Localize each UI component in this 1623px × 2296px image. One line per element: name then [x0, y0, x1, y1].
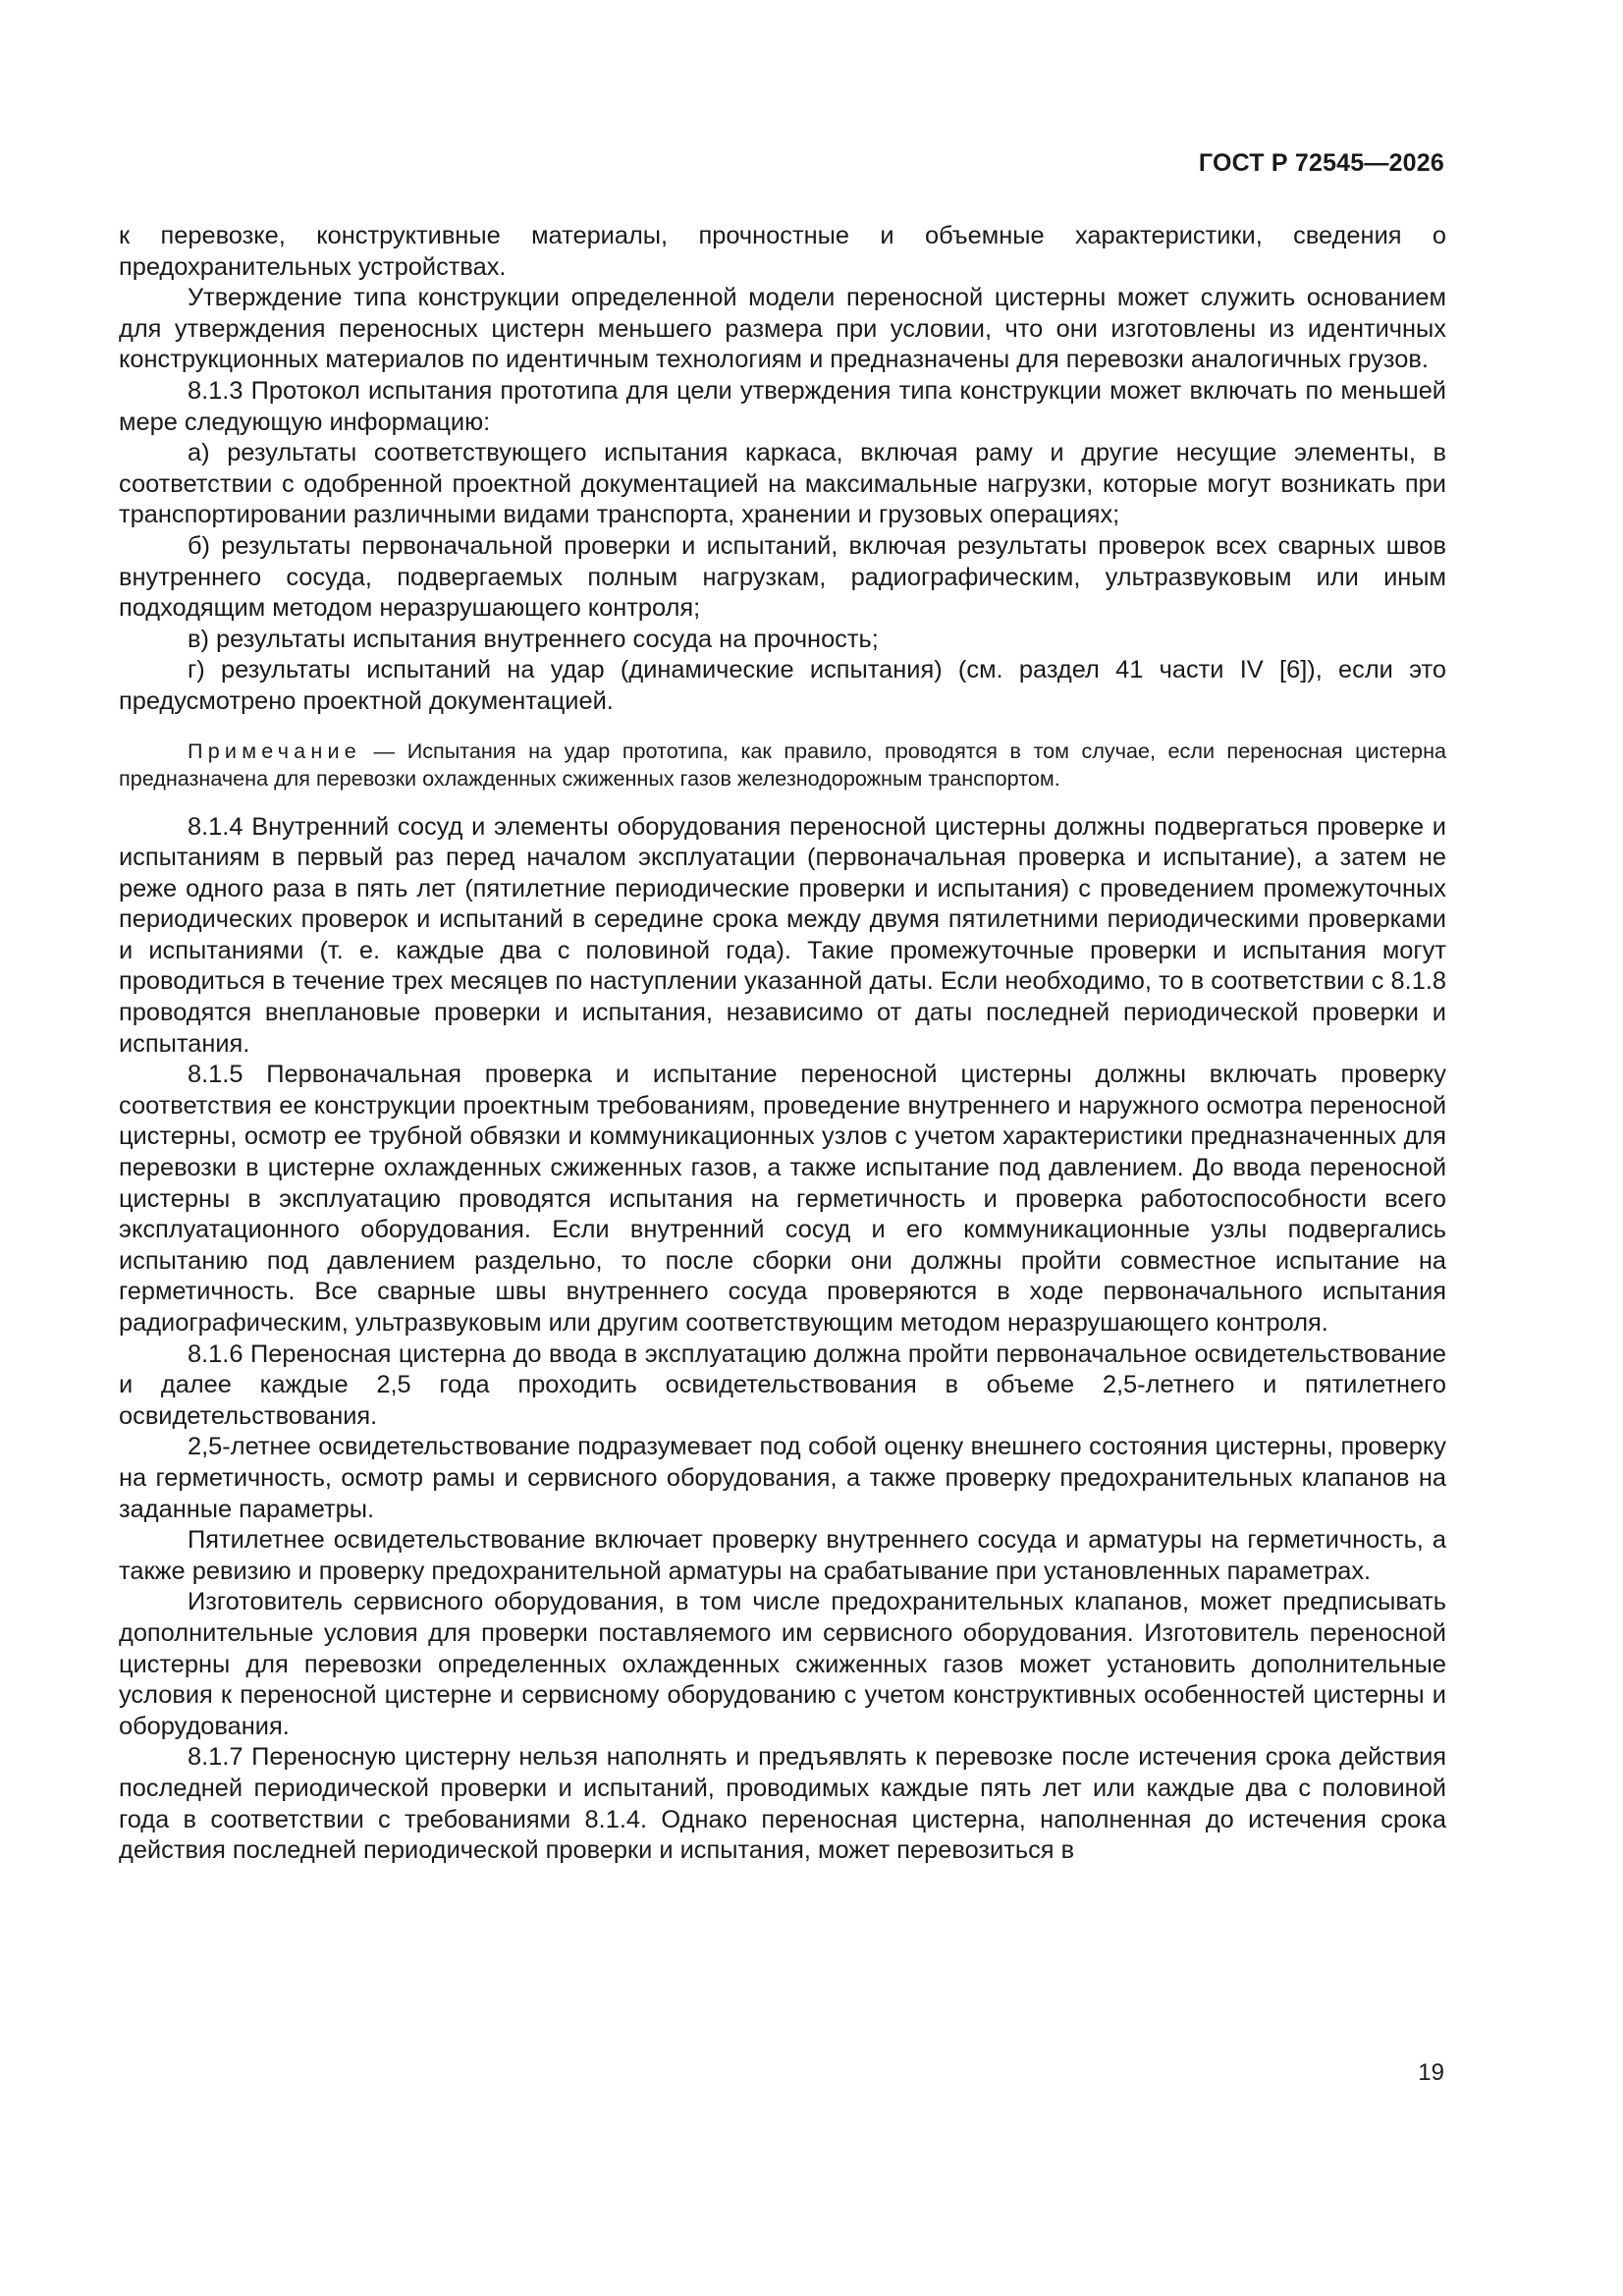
- clause-8-1-4: 8.1.4 Внутренний сосуд и элементы оборудования переносной цистерны должны подвергаться проверке и испытаниям в первый раз перед началом эксплуатации (первоначальная проверка и испытание), а затем не реже одного раза в пять лет (пятилетние периодические проверки и испытания) с проведением промежуточных периодических проверок и испытаний в середине срока между двумя пятилетними периодическими проверками и испытаниями (т. е. каждые два с половиной года). Такие промежуточные проверки и испытания могут проводиться в течение трех месяцев по наступлении указанной даты. Если необходимо, то в соответствии с 8.1.8 проводятся внеплановые проверки и испытания, независимо от даты последней периодической проверки и испытания.: [119, 812, 1446, 1058]
- paragraph-continuation: к перевозке, конструктивные материалы, прочностные и объемные характеристики, сведения о предохранительных устройствах.: [119, 222, 1446, 281]
- note-text: Испытания на удар прототипа, как правило, проводятся в том случае, если переносная цистерна предназначена для перевозки охлажденных сжиженных газов железнодорожным транспортом.: [119, 738, 1446, 791]
- list-item-v: в) результаты испытания внутреннего сосуда на прочность;: [188, 625, 879, 653]
- list-item-a: а) результаты соответствующего испытания каркаса, включая раму и другие несущие элементы, в соответствии с одобренной проектной документацией на максимальные нагрузки, которые могут возникать при транспортировании различными видами транспорта, хранении и грузовых операциях;: [119, 439, 1446, 529]
- clause-8-1-5: 8.1.5 Первоначальная проверка и испытание переносной цистерны должны включать проверку соответствия ее конструкции проектным требованиям, проведение внутреннего и наружного осмотра переносной цистерны, осмотр ее трубной обвязки и коммуникационных узлов с учетом характеристики предназначенных для перевозки в цистерне охлажденных сжиженных газов, а также испытание под давлением. До ввода переносной цистерны в эксплуатацию проводятся испытания на герметичность и проверка работоспособности всего эксплуатационного оборудования. Если внутренний сосуд и его коммуникационные узлы подвергались испытанию под давлением раздельно, то после сборки они должны пройти совместное испытание на герметичность. Все сварные швы внутреннего сосуда проверяются в ходе первоначального испытания радиографическим, ультразвуковым или другим соответствующим методом неразрушающего контроля.: [119, 1061, 1446, 1337]
- note-dash: —: [361, 738, 407, 763]
- standard-number-header: ГОСТ Р 72545—2026: [1198, 149, 1444, 177]
- paragraph-type-approval: Утверждение типа конструкции определенной модели переносной цистерны может служить основанием для утверждения переносных цистерн меньшего размера при условии, что они изготовлены из идентичных конструкционных материалов по идентичным технологиям и предназначены для перевозки аналогичных грузов.: [119, 284, 1446, 374]
- paragraph-5-year-inspection: Пятилетнее освидетельствование включает проверку внутреннего сосуда и арматуры на герметичность, а также ревизию и проверку предохранительной арматуры на срабатывание при установленных параметрах.: [119, 1526, 1446, 1585]
- clause-8-1-6: 8.1.6 Переносная цистерна до ввода в эксплуатацию должна пройти первоначальное освидетельствование и далее каждые 2,5 года проходить освидетельствования в объеме 2,5-летнего и пятилетнего освидетельствования.: [119, 1339, 1446, 1430]
- clause-8-1-7: 8.1.7 Переносную цистерну нельзя наполнять и предъявлять к перевозке после истечения срока действия последней периодической проверки и испытаний, проводимых каждые пять лет или каждые два с половиной года в соответствии с требованиями 8.1.4. Однако переносная цистерна, наполненная до истечения срока действия последней периодической проверки и испытания, может перевозиться в: [119, 1743, 1446, 1865]
- page-number: 19: [1418, 2059, 1444, 2086]
- note-label: Примечание: [188, 738, 361, 763]
- list-item-g: г) результаты испытаний на удар (динамические испытания) (см. раздел 41 части IV [6]), если это предусмотрено проектной документацией.: [119, 656, 1446, 715]
- paragraph-equipment-manufacturer: Изготовитель сервисного оборудования, в том числе предохранительных клапанов, может предписывать дополнительные условия для проверки поставляемого им сервисного оборудования. Изготовитель переносной цистерны для перевозки определенных охлажденных сжиженных газов может установить дополнительные условия к переносной цистерне и сервисному оборудованию с учетом конструктивных особенностей цистерны и оборудования.: [119, 1588, 1446, 1740]
- document-body: [119, 221, 1446, 1867]
- note: [119, 738, 1446, 793]
- clause-8-1-3: 8.1.3 Протокол испытания прототипа для цели утверждения типа конструкции может включать по меньшей мере следующую информацию:: [119, 376, 1446, 436]
- list-item-b: б) результаты первоначальной проверки и испытаний, включая результаты проверок всех сварных швов внутреннего сосуда, подвергаемых полным нагрузкам, радиографическим, ультразвуковым или иным подходящим методом неразрушающего контроля;: [119, 531, 1446, 623]
- paragraph-2-5-year-inspection: 2,5-летнее освидетельствование подразумевает под собой оценку внешнего состояния цистерны, проверку на герметичность, осмотр рамы и сервисного оборудования, а также проверку предохранительных клапанов на заданные параметры.: [119, 1433, 1446, 1523]
